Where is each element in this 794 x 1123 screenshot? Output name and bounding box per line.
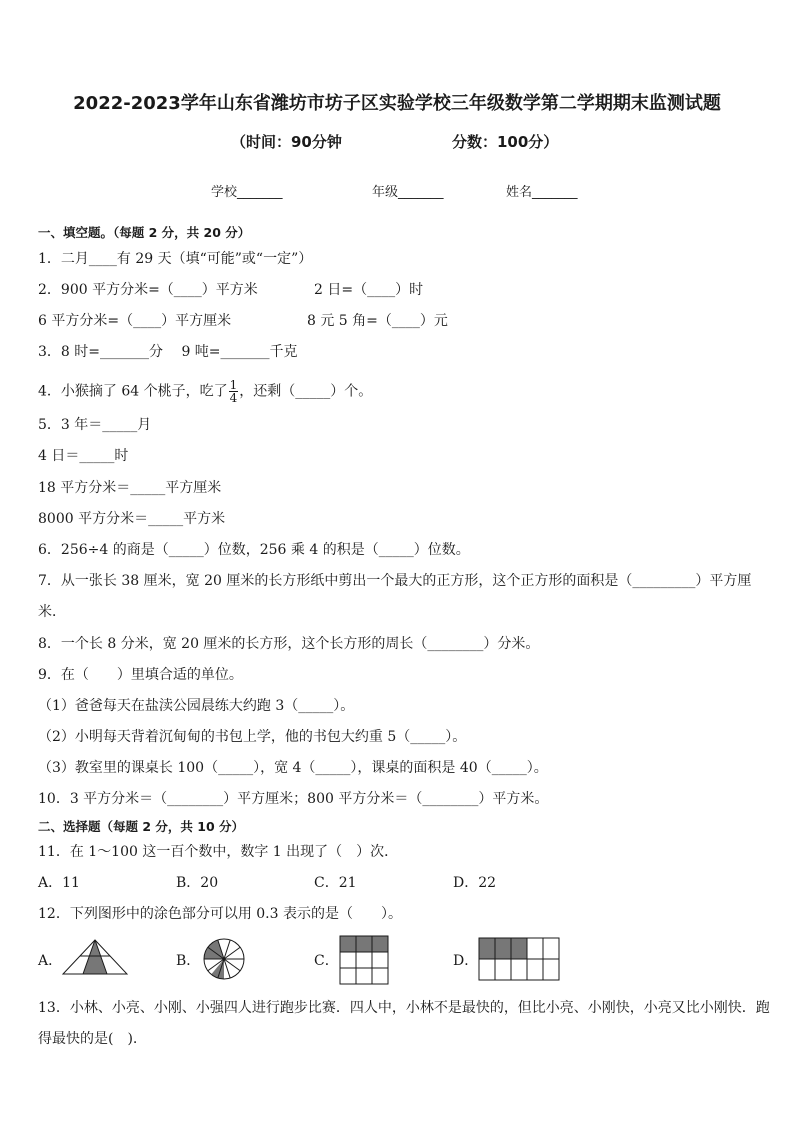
fraction-denominator: 4 (229, 391, 238, 405)
section-heading-fill-in: 一、填空题。（每题 2 分，共 20 分） (38, 225, 251, 240)
question-7-cont: 米． (38, 604, 66, 620)
question-4-text-a: 4．小猴摘了 64 个桃子，吃了 (38, 383, 228, 400)
school-field[interactable]: 学校_______ (211, 185, 283, 200)
question-2b: 2 日=（____）时 (314, 282, 424, 298)
q12-option-d[interactable]: D． (453, 953, 479, 969)
question-9: 9．在（ ）里填合适的单位。 (38, 667, 243, 683)
q11-option-c[interactable]: C．21 (314, 875, 357, 891)
question-9-2: （2）小明每天背着沉甸甸的书包上学，他的书包大约重 5（_____）。 (38, 729, 467, 745)
question-5b: 4 日＝_____时 (38, 448, 129, 464)
question-6: 6．256÷4 的商是（_____）位数，256 乘 4 的积是（_____）位数。 (38, 542, 470, 558)
q11-option-d[interactable]: D．22 (453, 875, 497, 891)
name-field[interactable]: 姓名_______ (506, 185, 578, 200)
question-5a: 5．3 年＝_____月 (38, 417, 152, 433)
question-3: 3．8 时=_______分 9 吨=_______千克 (38, 344, 298, 360)
question-7: 7．从一张长 38 厘米，宽 20 厘米的长方形纸中剪出一个最大的正方形，这个正方形的面积是（_________）平方厘 (38, 573, 752, 589)
question-2d: 8 元 5 角=（____）元 (307, 313, 448, 329)
page-title: 2022-2023学年山东省潍坊市坊子区实验学校三年级数学第二学期期末监测试题 (73, 93, 721, 114)
fraction-numerator: 1 (229, 378, 238, 392)
figure-c-grid (339, 935, 389, 985)
question-2c: 6 平方分米=（____）平方厘米 (38, 313, 232, 329)
exam-score: 分数：100分） (452, 133, 559, 151)
fraction-one-quarter (229, 379, 239, 404)
question-9-3: （3）教室里的课桌长 100（_____），宽 4（_____），课桌的面积是 40（_____）。 (38, 760, 548, 776)
question-5c: 18 平方分米＝_____平方厘米 (38, 480, 222, 496)
q11-option-b[interactable]: B．20 (176, 875, 219, 891)
figure-b-circle (200, 935, 248, 983)
question-10: 10．3 平方分米＝（________）平方厘米；800 平方分米＝（________）平方米。 (38, 791, 549, 807)
question-9-1: （1）爸爸每天在盐渎公园晨练大约跑 3（_____）。 (38, 698, 355, 714)
section-heading-choice: 二、选择题（每题 2 分，共 10 分） (38, 819, 245, 834)
question-4-text-b: ，还剩（_____）个。 (239, 383, 373, 400)
question-13-cont: 得最快的是( ). (38, 1031, 138, 1047)
question-12: 12．下列图形中的涂色部分可以用 0.3 表示的是（ ）。 (38, 906, 402, 922)
question-13: 13．小林、小亮、小刚、小强四人进行跑步比赛．四人中，小林不是最快的，但比小亮、小刚快，小亮又比小刚快．跑 (38, 1000, 770, 1016)
question-2a: 2．900 平方分米=（____）平方米 (38, 282, 258, 298)
question-11: 11．在 1～100 这一百个数中，数字 1 出现了（ ）次． (38, 844, 399, 860)
figure-a-triangle (61, 938, 129, 976)
q12-option-a[interactable]: A． (38, 953, 63, 969)
q11-option-a[interactable]: A．11 (38, 875, 80, 891)
exam-time: （时间：90分钟 (231, 133, 342, 151)
grade-field[interactable]: 年级_______ (372, 185, 444, 200)
q12-option-c[interactable]: C． (314, 953, 339, 969)
question-4 (38, 379, 372, 404)
question-1: 1．二月____有 29 天（填“可能”或“一定”） (38, 251, 313, 267)
figure-d-grid (478, 937, 560, 981)
question-8: 8．一个长 8 分米，宽 20 厘米的长方形，这个长方形的周长（________）分米。 (38, 636, 540, 652)
question-5d: 8000 平方分米＝_____平方米 (38, 511, 226, 527)
q12-option-b[interactable]: B． (176, 953, 201, 969)
